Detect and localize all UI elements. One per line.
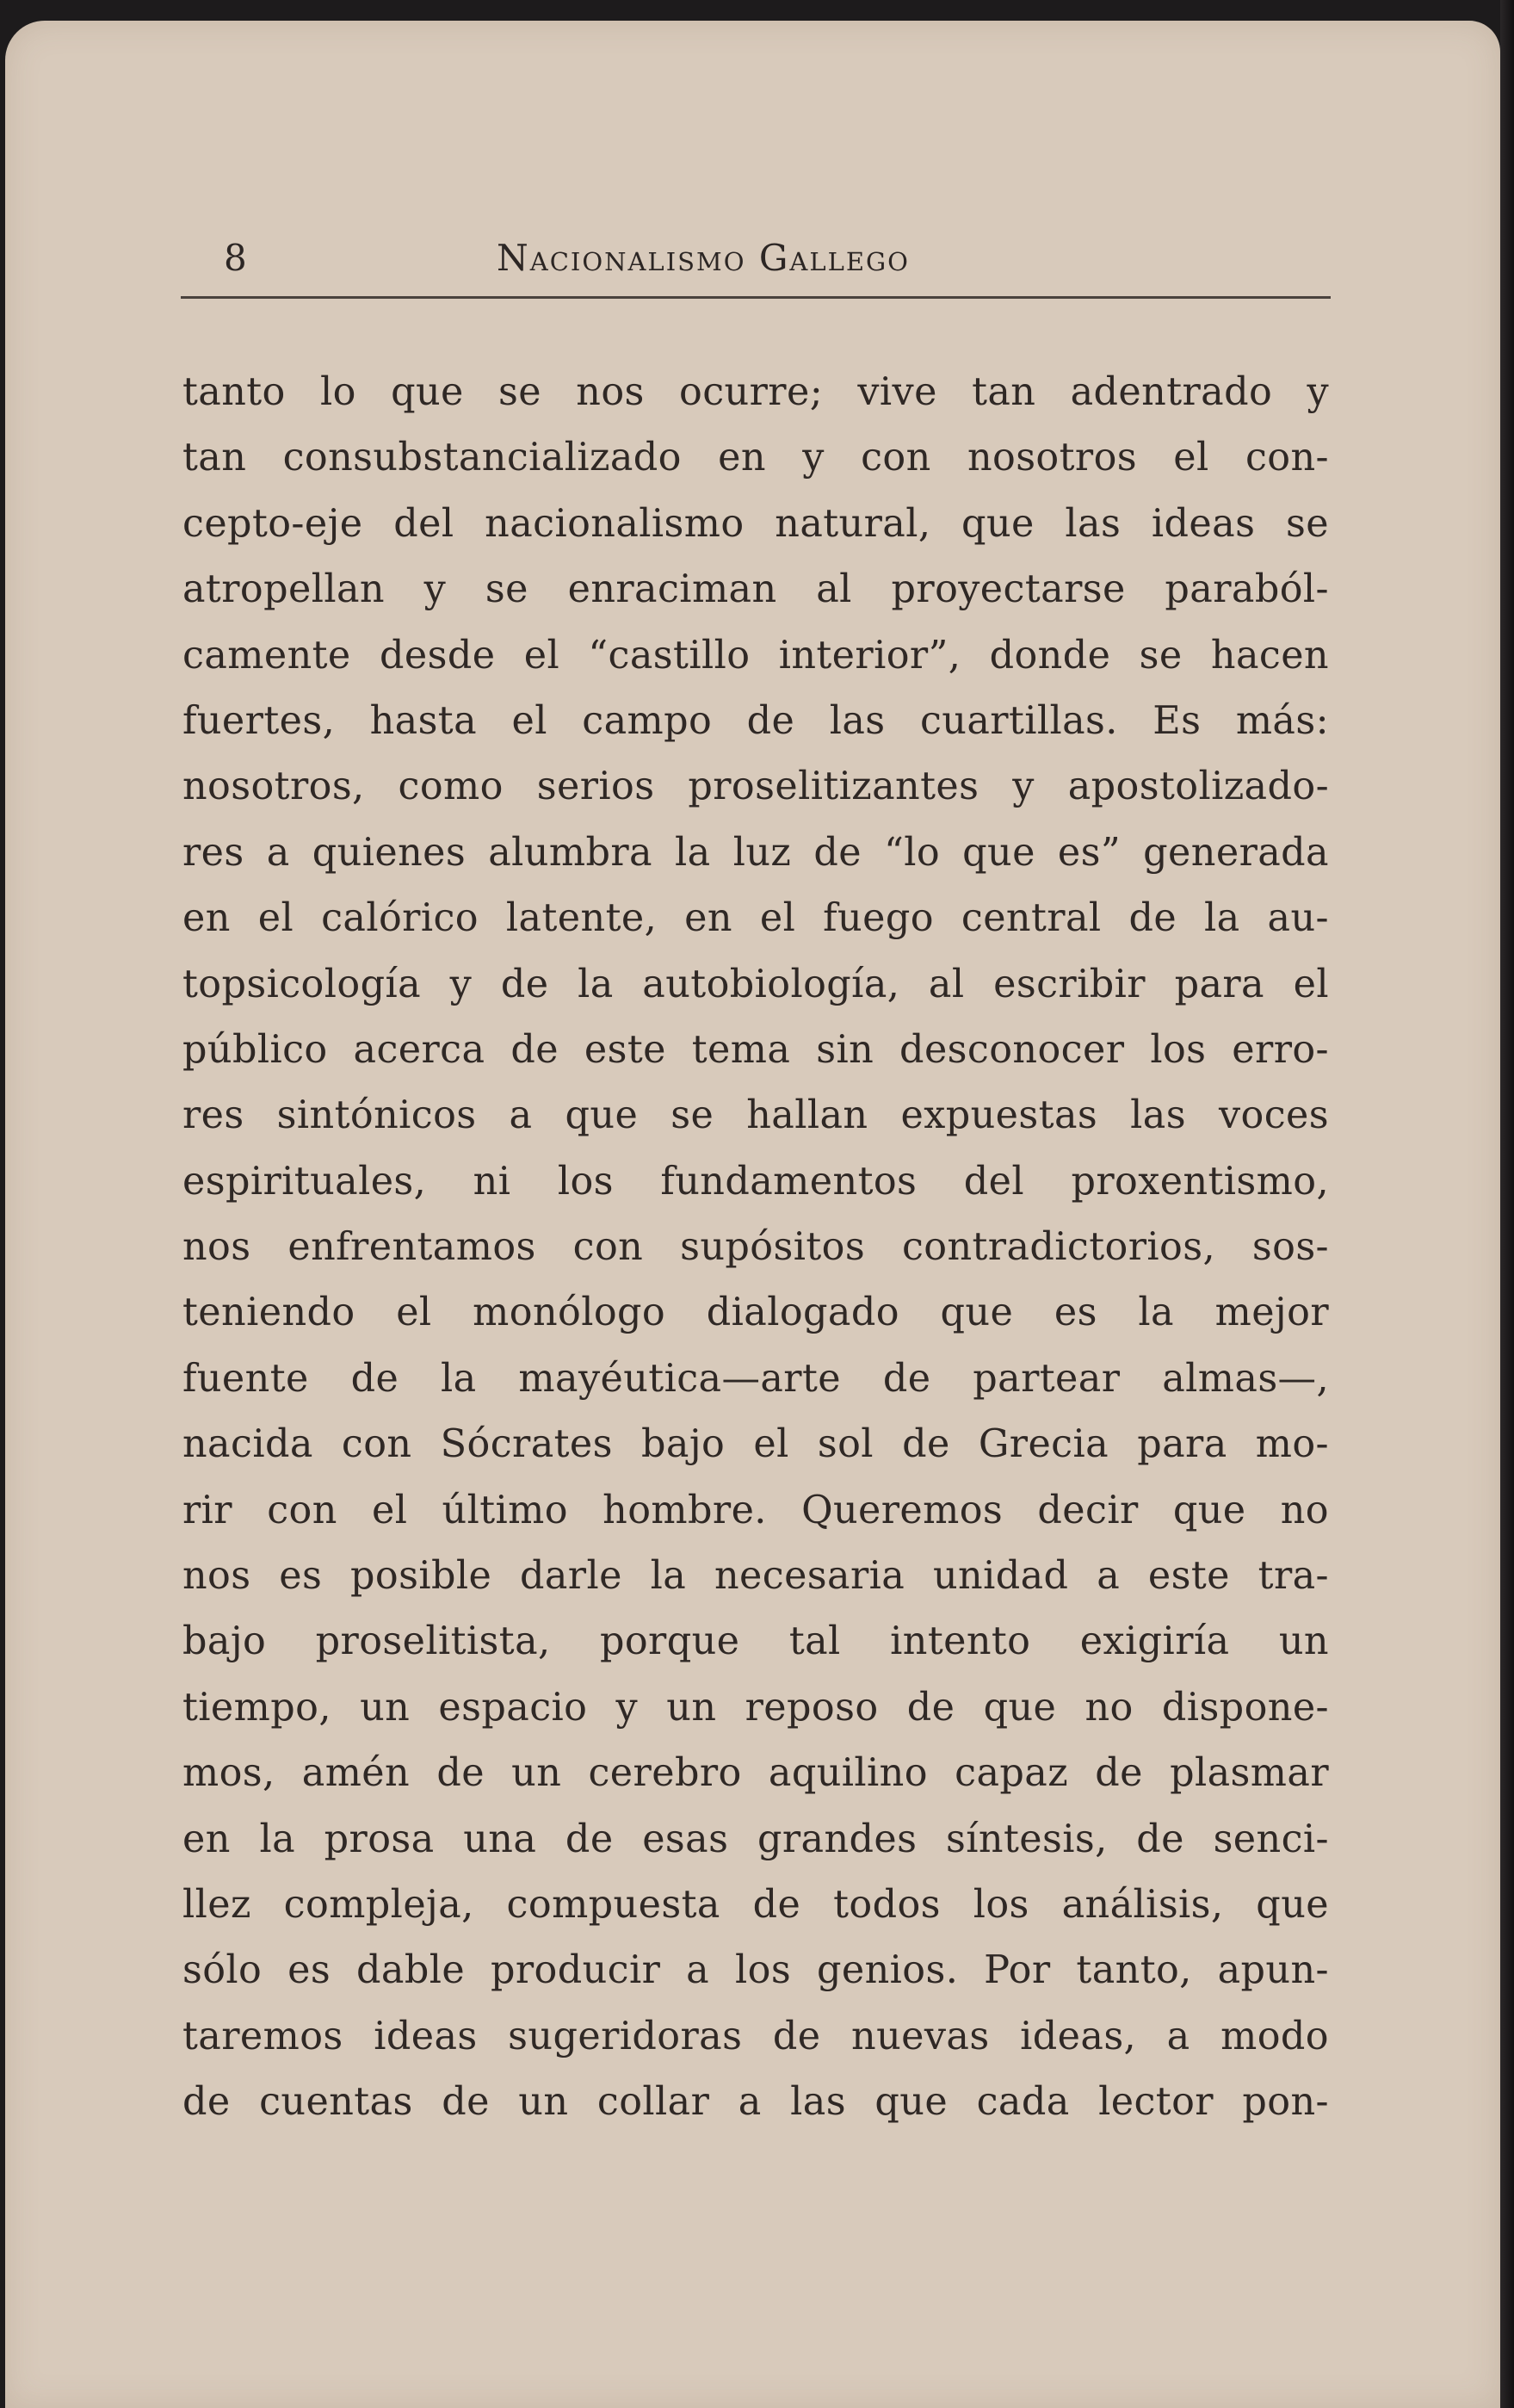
- text-line: tiempo, un espacio y un reposo de que no dispone-: [182, 1685, 1329, 1730]
- header-rule: [181, 296, 1331, 299]
- text-line: bajo proselitista, porque tal intento exigiría un: [182, 1619, 1329, 1664]
- text-line: llez compleja, compuesta de todos los análisis, que: [182, 1882, 1329, 1927]
- text-line: camente desde el “castillo interior”, donde se hacen: [182, 633, 1329, 678]
- running-head: Nacionalismo Gallego: [497, 237, 910, 279]
- text-line: de cuentas de un collar a las que cada lector pon-: [182, 2080, 1329, 2125]
- text-line: sólo es dable producir a los genios. Por tanto, apun-: [182, 1948, 1329, 1993]
- page-number: 8: [224, 237, 247, 279]
- text-line: público acerca de este tema sin desconocer los erro-: [182, 1027, 1329, 1072]
- text-line: cepto-eje del nacionalismo natural, que las ideas se: [182, 501, 1329, 546]
- text-line: teniendo el monólogo dialogado que es la mejor: [182, 1291, 1329, 1335]
- text-line: res a quienes alumbra la luz de “lo que es” generada: [182, 830, 1329, 875]
- text-line: en el calórico latente, en el fuego central de la au-: [182, 896, 1329, 941]
- text-line: en la prosa una de esas grandes síntesis, de senci-: [182, 1817, 1329, 1861]
- text-line: fuente de la mayéutica—arte de partear almas—,: [182, 1356, 1329, 1401]
- page-header: [181, 232, 1331, 289]
- text-line: fuertes, hasta el campo de las cuartillas. Es más:: [182, 698, 1329, 743]
- text-line: res sintónicos a que se hallan expuestas las voces: [182, 1093, 1329, 1138]
- text-line: espirituales, ni los fundamentos del proxentismo,: [182, 1159, 1329, 1204]
- body-text: [182, 360, 1329, 2136]
- text-line: topsicología y de la autobiología, al escribir para el: [182, 962, 1329, 1006]
- text-line: nos es posible darle la necesaria unidad a este tra-: [182, 1554, 1329, 1599]
- text-line: tan consubstancializado en y con nosotros el con-: [182, 436, 1329, 480]
- text-line: nacida con Sócrates bajo el sol de Grecia para mo-: [182, 1422, 1329, 1467]
- text-line: rir con el último hombre. Queremos decir que no: [182, 1488, 1329, 1532]
- text-line: atropellan y se enraciman al proyectarse paraból-: [182, 567, 1329, 612]
- text-line: taremos ideas sugeridoras de nuevas ideas, a modo: [182, 2014, 1329, 2058]
- page-edge-shadow: [1500, 0, 1514, 2408]
- text-line: mos, amén de un cerebro aquilino capaz de plasmar: [182, 1751, 1329, 1796]
- text-line: nos enfrentamos con supósitos contradictorios, sos-: [182, 1225, 1329, 1270]
- text-line: nosotros, como serios proselitizantes y apostolizado-: [182, 764, 1329, 809]
- text-line: tanto lo que se nos ocurre; vive tan adentrado y: [182, 370, 1329, 414]
